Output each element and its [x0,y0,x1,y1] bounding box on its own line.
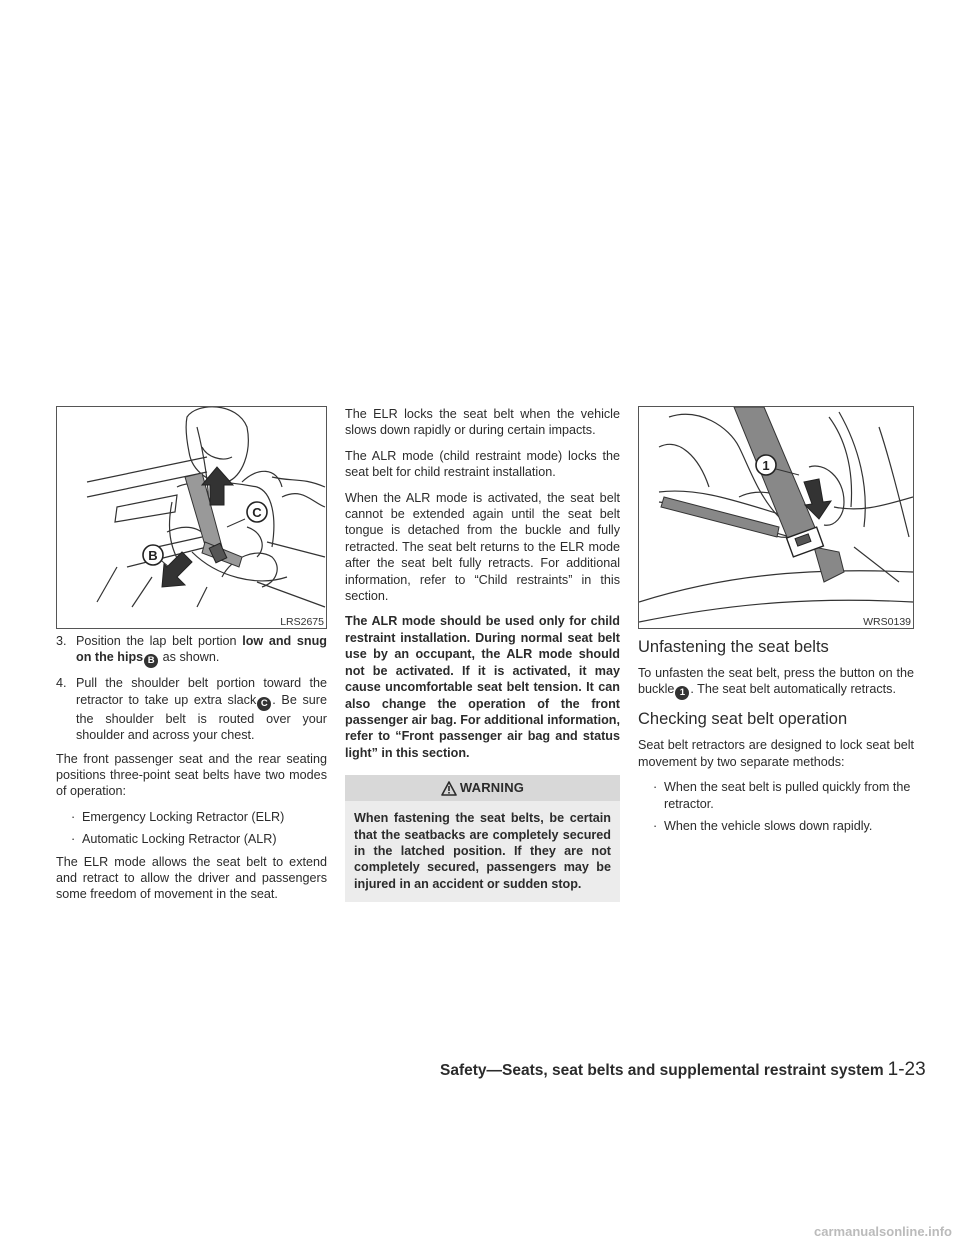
footer-title: Safety—Seats, seat belts and supplemental restraint system [440,1062,884,1079]
bullet-pulled-quickly: · When the seat belt is pulled quickly from the retractor. [638,779,914,812]
step-text: Pull the shoulder belt portion toward the retractor to take up extra slack [76,676,327,707]
heading-checking: Checking seat belt operation [638,710,848,729]
figure-code: WRS0139 [863,616,911,628]
step-number: 3. [56,634,67,648]
warning-icon [441,781,457,796]
unfasten-paragraph [638,665,914,700]
warning-box [345,775,620,902]
watermark: carmanualsonline.info [814,1224,952,1239]
callout-marker-b: B [144,654,158,668]
lap-belt-illustration [57,407,326,628]
modes-paragraph: The front passenger seat and the rear seating positions three-point seat belts have two modes of operation: [56,751,327,799]
step-number: 4. [56,676,67,691]
figure-label-b: B [148,548,158,563]
warning-title: WARNING [459,779,525,795]
alr-activated-paragraph: When the ALR mode is activated, the seat belt cannot be extended again until the seat belt tongue is detached from the buckle and fully retracted. The seat belt returns to the ELR mode after the seat belt fully retracts. For additional information, refer to “Child restraints” in this section. [345,490,620,604]
alr-caution-paragraph: The ALR mode should be used only for child restraint installation. During normal seat belt use by an occupant, the ALR mode should not be activated. If it is activated, it may cause uncomfortable seat belt tension. It can also change the operation of the front passenger air bag. For additional information, refer to “Front passenger air bag and status light” in this section. [345,614,620,760]
warning-text: When fastening the seat belts, be certain that the seatbacks are completely secured in the latched position. If they are not completely secured, passengers may be injured in an accident or sudden stop. [354,811,611,891]
right-column [638,406,914,840]
callout-marker-1: 1 [675,686,689,700]
buckle-illustration [639,407,913,628]
bullet-elr: · Emergency Locking Retractor (ELR) [56,809,327,825]
bullet-slows-down: · When the vehicle slows down rapidly. [638,818,914,834]
page-footer [440,1059,926,1081]
step-text-end: as shown. [159,650,220,665]
page-number: 1-23 [887,1059,926,1080]
step-3 [56,633,327,668]
lap-belt-figure [56,406,327,629]
figure-label-1: 1 [762,458,770,473]
unfasten-text-end: . The seat belt automatically retracts. [690,682,896,697]
heading-unfastening: Unfastening the seat belts [638,638,829,656]
figure-label-c: C [252,505,262,520]
bullet-alr: · Automatic Locking Retractor (ALR) [56,831,327,847]
left-column [56,406,327,912]
elr-mode-paragraph: The ELR mode allows the seat belt to extend and retract to allow the driver and passengers some freedom of movement in the seat. [56,854,327,902]
step-bold-text: low and snug on the hips [76,634,327,665]
step-4 [56,675,327,743]
step-text: Position the lap belt portion [76,634,243,648]
unfasten-text: To unfasten the seat belt, press the button on the buckle [638,666,914,697]
elr-locks-paragraph: The ELR locks the seat belt when the vehicle slows down rapidly or during certain impacts. [345,407,620,438]
step-text-end: . Be sure the shoulder belt is routed over your shoulder and across your chest. [76,692,327,743]
buckle-figure [638,406,914,629]
alr-mode-paragraph: The ALR mode (child restraint mode) locks the seat belt for child restraint installation. [345,448,620,480]
figure-code: LRS2675 [280,616,324,628]
middle-column [345,406,620,902]
callout-marker-c: C [257,697,271,711]
check-paragraph: Seat belt retractors are designed to lock seat belt movement by two separate methods: [638,738,914,769]
warning-header [345,775,620,801]
